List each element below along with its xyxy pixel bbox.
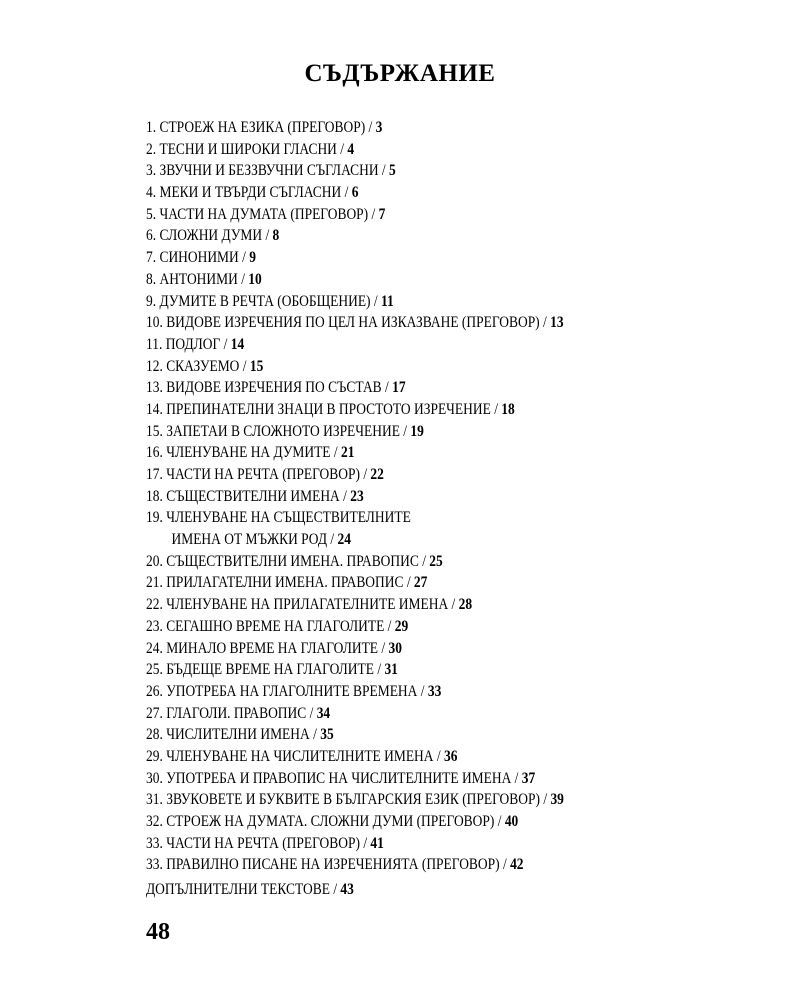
toc-entry-number: 23. [146,617,163,635]
toc-entry-number: 16. [146,444,163,462]
toc-entry [146,703,639,725]
toc-entry [146,399,639,421]
toc-entry-page: 10 [248,270,262,288]
toc-entry [146,572,639,594]
toc-entry-number: 31. [146,791,163,809]
toc-entry [146,594,639,616]
toc-entry-page: 17 [392,379,406,397]
toc-entry-page: 23 [350,487,364,505]
toc-entry-number: 17. [146,466,163,483]
toc-entry-text: ВИДОВЕ ИЗРЕЧЕНИЯ ПО ЦЕЛ НА ИЗКАЗВАНЕ (ПРЕГОВОР) [166,314,540,332]
toc-entry-page: 22 [370,466,384,483]
toc-separator: / [399,422,411,440]
toc-entry-page: 25 [429,552,443,570]
toc-separator: / [433,747,444,765]
toc-entry-text: ПРИЛАГАТЕЛНИ ИМЕНА. ПРАВОПИС [166,574,404,592]
toc-separator: / [327,531,338,549]
toc-separator: / [511,769,522,787]
toc-entry-number: 12. [146,357,163,375]
toc-entry-page: 28 [458,596,473,614]
toc-separator: / [339,487,351,505]
toc-entry-page: 34 [316,704,331,722]
toc-entry-page: 30 [388,639,402,657]
toc-entry-text: ДУМИТЕ В РЕЧТА (ОБОБЩЕНИЕ) [159,292,371,310]
toc-entry-number: 22. [146,596,163,614]
toc-entry-text: ПРАВИЛНО ПИСАНЕ НА ИЗРЕЧЕНИЯТА (ПРЕГОВОР) [166,856,500,874]
toc-separator: / [384,617,395,635]
toc-entry [146,312,639,334]
toc-entry-number: 13. [146,379,163,397]
toc-separator: / [381,379,393,397]
toc-separator: / [341,184,352,202]
toc-separator: / [499,856,511,874]
toc-entry-page: 18 [501,400,515,418]
toc-entry-page: 9 [249,249,256,267]
toc-entry-number: 18. [146,487,163,505]
toc-entry-page: 21 [341,444,355,462]
toc-entry-number: 11. [146,335,163,353]
toc-entry-number: 21. [146,574,163,592]
toc-entry-number: 3. [146,162,157,180]
toc-separator: / [365,119,376,136]
toc-separator: / [336,140,348,158]
toc-entry [146,204,639,226]
toc-entry-page: 15 [249,357,264,375]
toc-entry-page: 39 [550,791,564,809]
toc-entry-text: ИМЕНА ОТ МЪЖКИ РОД [171,531,328,549]
toc-entry-number: 33. [146,856,163,874]
toc-entry-text: ЧАСТИ НА РЕЧТА (ПРЕГОВОР) [166,834,360,852]
toc-entry-page: 14 [230,335,245,353]
toc-entry [146,551,639,573]
toc-entry-text: БЪДЕЩЕ ВРЕМЕ НА ГЛАГОЛИТЕ [166,661,374,679]
toc-entry-text: УПОТРЕБА И ПРАВОПИС НА ЧИСЛИТЕЛНИТЕ ИМЕНА [166,769,512,787]
toc-entry [146,507,639,529]
toc-entry-extra [146,881,354,899]
toc-entry [146,789,639,811]
toc-entry-page: 36 [443,747,458,765]
toc-entry-number: 14. [146,400,163,418]
toc-entry-text: ЧЛЕНУВАНЕ НА ЧИСЛИТЕЛНИТЕ ИМЕНА [166,747,434,765]
toc-entry-text: ЧЛЕНУВАНЕ НА СЪЩЕСТВИТЕЛНИТЕ [166,509,411,527]
toc-entry-page: 37 [521,769,536,787]
toc-entry-text: ЧАСТИ НА РЕЧТА (ПРЕГОВОР) [166,466,360,483]
toc-entry-page: 41 [370,834,384,852]
toc-entry [146,746,639,768]
toc-entry-page: 29 [394,617,409,635]
toc-entry-page: 40 [504,813,519,830]
toc-separator: / [448,596,459,614]
toc-entry-text: ЧЛЕНУВАНЕ НА ПРИЛАГАТЕЛНИТЕ ИМЕНА [166,596,449,614]
toc-entry-number: 15. [146,422,163,440]
toc-entry-number: 1. [146,119,157,136]
toc-entry [146,356,639,378]
toc-separator: / [220,335,231,353]
toc-entry-text: ЧЛЕНУВАНЕ НА ДУМИТЕ [166,444,331,462]
toc-separator: / [417,682,428,700]
toc-entry [146,638,639,660]
toc-entry-number: 20. [146,552,163,570]
toc-entry [146,269,639,291]
toc-entry-text: АНТОНИМИ [159,270,238,288]
toc-separator: / [237,270,249,288]
toc-entry-text: СИНОНИМИ [159,249,239,267]
toc-entry-number: 7. [146,249,157,267]
toc-entry-page: 6 [351,184,359,202]
toc-entry-text: ПРЕПИНАТЕЛНИ ЗНАЦИ В ПРОСТОТО ИЗРЕЧЕНИЕ [166,400,491,418]
toc-entry-text: МИНАЛО ВРЕМЕ НА ГЛАГОЛИТЕ [166,639,379,657]
toc-entry-number: 29. [146,747,163,765]
toc-entry-page: 5 [389,162,396,180]
toc-entry-text: ЧИСЛИТЕЛНИ ИМЕНА [166,726,310,744]
toc-entry [146,768,639,790]
toc-entry [146,616,639,638]
toc-separator: / [373,661,385,679]
toc-entry-text: ДОПЪЛНИТЕЛНИ ТЕКСТОВЕ [146,881,330,898]
toc-entry [146,182,639,204]
toc-entry [146,464,639,486]
toc-entry-page: 3 [375,119,383,136]
toc-entry [146,681,639,703]
toc-entry-text: ПОДЛОГ [165,335,221,353]
toc-entry [146,833,639,855]
toc-entry-text: СКАЗУЕМО [166,357,240,375]
toc-separator: / [378,162,390,180]
toc-entry-text: ВИДОВЕ ИЗРЕЧЕНИЯ ПО СЪСТАВ [166,379,382,397]
toc-entry-page: 11 [381,292,394,310]
toc-entry-number: 2. [146,140,157,158]
toc-entry-number: 9. [146,292,157,310]
toc-separator: / [238,249,250,267]
toc-entry-page: 19 [410,422,424,440]
toc-entry [146,117,639,139]
toc-separator: / [494,813,505,830]
toc-entry-text: СТРОЕЖ НА ЕЗИКА (ПРЕГОВОР) [159,119,366,136]
toc-entry-page: 4 [347,140,355,158]
toc-entry-text: ЧАСТИ НА ДУМАТА (ПРЕГОВОР) [159,205,369,223]
toc-entry-page: 13 [550,314,564,332]
toc-entry-number: 27. [146,704,163,722]
toc-separator: / [490,400,502,418]
toc-entry-text: ЗВУКОВЕТЕ И БУКВИТЕ В БЪЛГАРСКИЯ ЕЗИК (ПРЕГОВОР) [166,791,540,809]
toc-entry-number: 32. [146,813,163,830]
toc-entry-number: 24. [146,639,163,657]
toc-entry-text: ТЕСНИ И ШИРОКИ ГЛАСНИ [159,140,337,158]
toc-separator: / [418,552,430,570]
toc-entry-page: 33 [427,682,442,700]
toc-entry-page: 35 [320,726,334,744]
toc-entry [146,811,639,833]
toc-entry [146,291,639,313]
toc-entry [146,225,639,247]
toc-entry-number: 10. [146,314,163,332]
toc-separator: / [359,466,371,483]
toc-entry-text: СЪЩЕСТВИТЕЛНИ ИМЕНА [166,487,340,505]
toc-entry-text: СЕГАШНО ВРЕМЕ НА ГЛАГОЛИТЕ [166,617,385,635]
toc-entry-number: 6. [146,227,157,245]
toc-entry-number: 5. [146,205,157,223]
toc-entry [146,247,639,269]
toc-entry-number: 28. [146,726,163,744]
toc-entry [146,854,639,876]
toc-entry [146,724,639,746]
toc-separator: / [359,834,371,852]
toc-entry-number: 33. [146,834,163,852]
toc-entry-number: 30. [146,769,163,787]
toc-entry-continuation [146,529,639,551]
toc-entry-text: СТРОЕЖ НА ДУМАТА. СЛОЖНИ ДУМИ (ПРЕГОВОР) [166,813,495,830]
toc-entry-text: ГЛАГОЛИ. ПРАВОПИС [166,704,307,722]
toc-entry-text: СЪЩЕСТВИТЕЛНИ ИМЕНА. ПРАВОПИС [166,552,419,570]
toc-entry [146,442,639,464]
toc-entry-page: 31 [384,661,398,679]
toc-entry-page: 8 [272,227,280,245]
toc-entry-page: 27 [413,574,428,592]
toc-entry-text: МЕКИ И ТВЪРДИ СЪГЛАСНИ [159,184,342,202]
toc-separator: / [262,227,273,245]
toc-separator: / [539,314,551,332]
toc-separator: / [368,205,379,223]
toc-entry [146,160,639,182]
toc-separator: / [330,444,342,462]
toc-entry [146,659,639,681]
toc-entry [146,486,639,508]
page-title: СЪДЪРЖАНИЕ [304,60,496,87]
toc-separator: / [306,704,317,722]
toc-entry [146,377,639,399]
toc-separator: / [539,791,551,809]
toc-entry-text: УПОТРЕБА НА ГЛАГОЛНИТЕ ВРЕМЕНА [166,682,418,700]
toc-entry-page: 24 [337,531,351,549]
toc-entry-text: ЗАПЕТАИ В СЛОЖНОТО ИЗРЕЧЕНИЕ [166,422,400,440]
toc-separator: / [239,357,250,375]
toc-entry-text: СЛОЖНИ ДУМИ [159,227,263,245]
toc-entry-text: ЗВУЧНИ И БЕЗЗВУЧНИ СЪГЛАСНИ [159,162,379,180]
toc-entry-page: 42 [510,856,524,874]
toc-entry-number: 8. [146,270,157,288]
toc-separator: / [309,726,321,744]
toc-entry-number: 25. [146,661,163,679]
table-of-contents [146,117,706,876]
page-number: 48 [146,919,170,945]
toc-entry-page: 7 [378,205,386,223]
toc-separator: / [370,292,382,310]
toc-separator: / [329,881,341,898]
toc-entry [146,334,639,356]
toc-separator: / [378,639,389,657]
toc-entry [146,139,639,161]
toc-entry [146,421,639,443]
toc-entry-number: 26. [146,682,163,700]
toc-entry-page: 43 [340,881,354,898]
toc-separator: / [403,574,414,592]
toc-entry-number: 19. [146,509,163,527]
toc-entry-number: 4. [146,184,157,202]
